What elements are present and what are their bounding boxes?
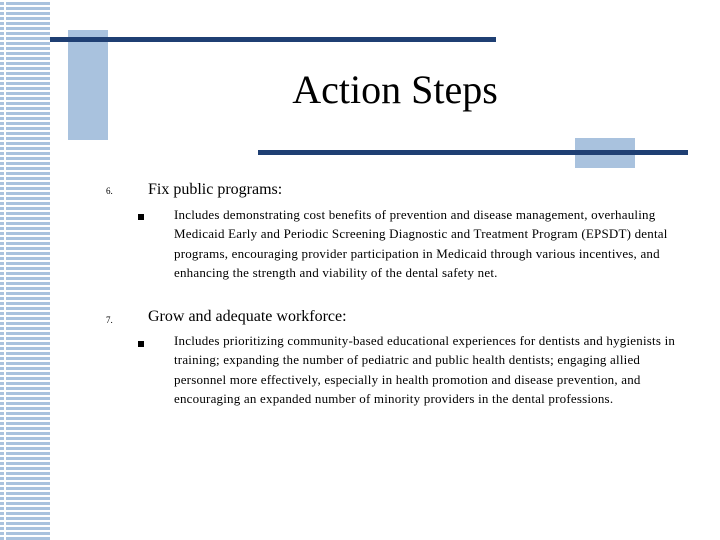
decorative-stripe-column (0, 0, 50, 540)
slide-title: Action Steps (292, 67, 498, 112)
item-number-7: 7. (106, 315, 113, 325)
item-heading-7: Grow and adequate workforce: (148, 308, 347, 325)
decorative-block-left (68, 30, 108, 140)
item-detail-6: Includes demonstrating cost benefits of prevention and disease management, overhauling Medicaid Early and Periodic Screening Diagnostic and Treatment Program (EPSDT) dental programs, encouraging provider participation in Medicaid through various incentives, and enhancing the strength and viability of the dental safety net. (174, 207, 668, 281)
item-heading-6: Fix public programs: (148, 181, 283, 198)
item-number-6: 6. (106, 186, 113, 196)
decorative-bar-bottom (258, 150, 688, 155)
decorative-bar-top (50, 37, 496, 42)
bullet-marker-icon (138, 341, 144, 347)
bullet-marker-icon (138, 214, 144, 220)
item-detail-7: Includes prioritizing community-based educational experiences for dentists and hygienists in training; expanding the number of pediatric and public health dentists; engaging allied personnel more effectively, especially in health promotion and disease prevention, and encouraging an expanded number of minority providers in the dental professions. (174, 333, 676, 407)
